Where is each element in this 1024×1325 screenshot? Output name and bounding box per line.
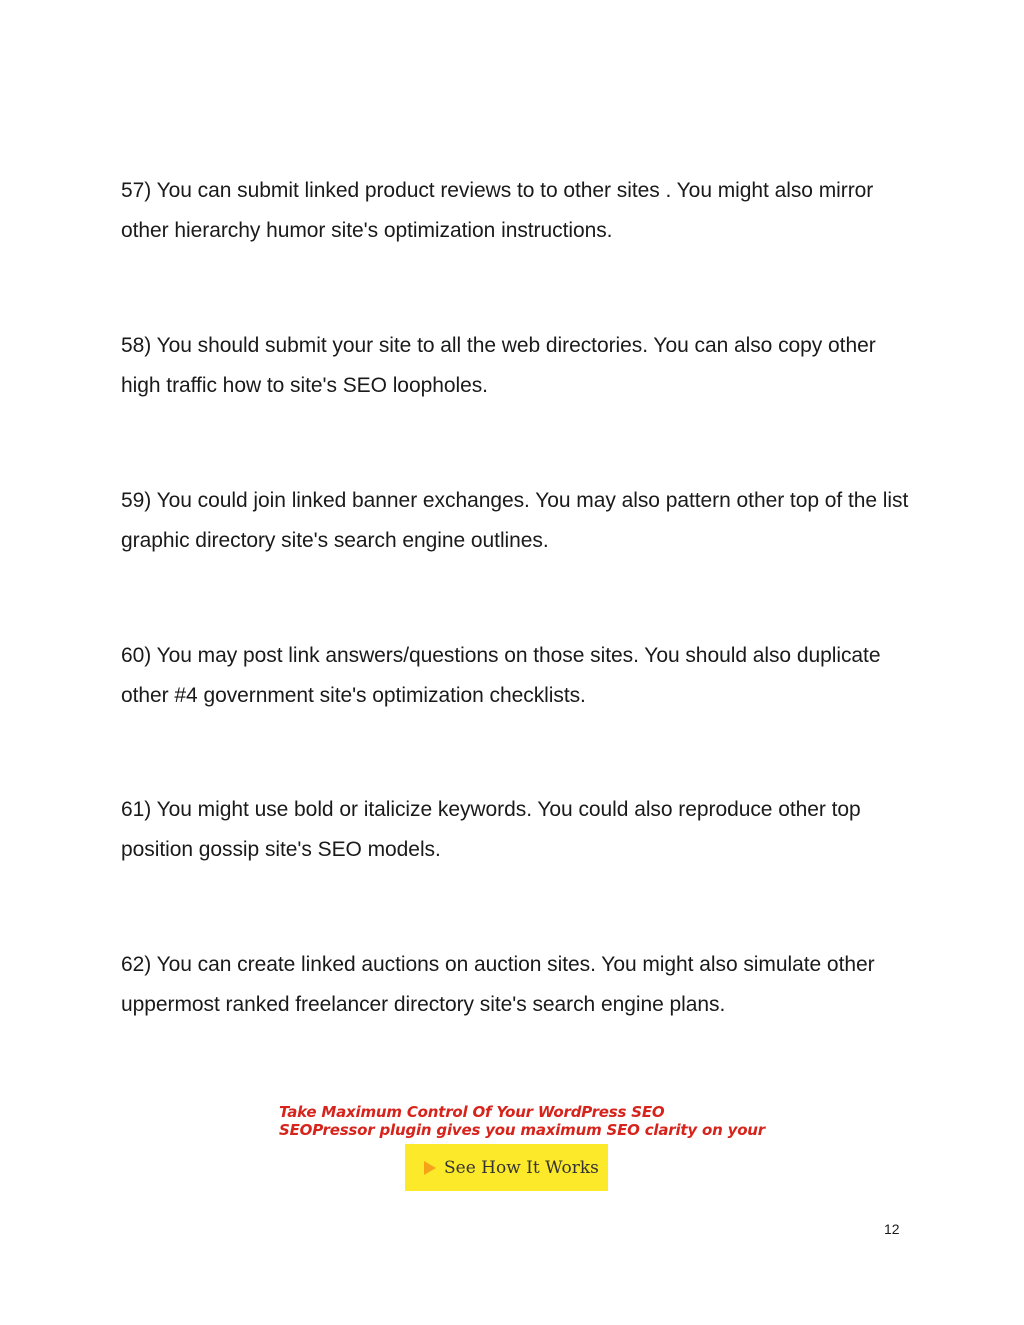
page-number: 12 xyxy=(884,1221,900,1237)
tip-57: 57) You can submit linked product reviews to to other sites . You might also mirror other hierarchy humor site's optimization instructions. xyxy=(121,179,874,242)
see-how-it-works-button[interactable] xyxy=(405,1144,608,1191)
tip-60: 60) You may post link answers/questions on those sites. You should also duplicate other #4 government site's optimization checklists. xyxy=(121,644,881,707)
cta-label: See How It Works xyxy=(444,1157,599,1178)
tip-59: 59) You could join linked banner exchanges. You may also pattern other top of the list graphic directory site's search engine outlines. xyxy=(121,489,909,552)
promo-headline: Take Maximum Control Of Your WordPress SEO xyxy=(279,1103,665,1121)
play-icon xyxy=(424,1161,436,1175)
tip-58: 58) You should submit your site to all the web directories. You can also copy other high traffic how to site's SEO loopholes. xyxy=(121,334,876,397)
tip-62: 62) You can create linked auctions on auction sites. You might also simulate other uppermost ranked freelancer directory site's search engine plans. xyxy=(121,953,875,1016)
tip-61: 61) You might use bold or italicize keywords. You could also reproduce other top position gossip site's SEO models. xyxy=(121,798,861,861)
promo-subline: SEOPressor plugin gives you maximum SEO clarity on your xyxy=(279,1121,765,1139)
promo-banner[interactable] xyxy=(279,1103,779,1195)
